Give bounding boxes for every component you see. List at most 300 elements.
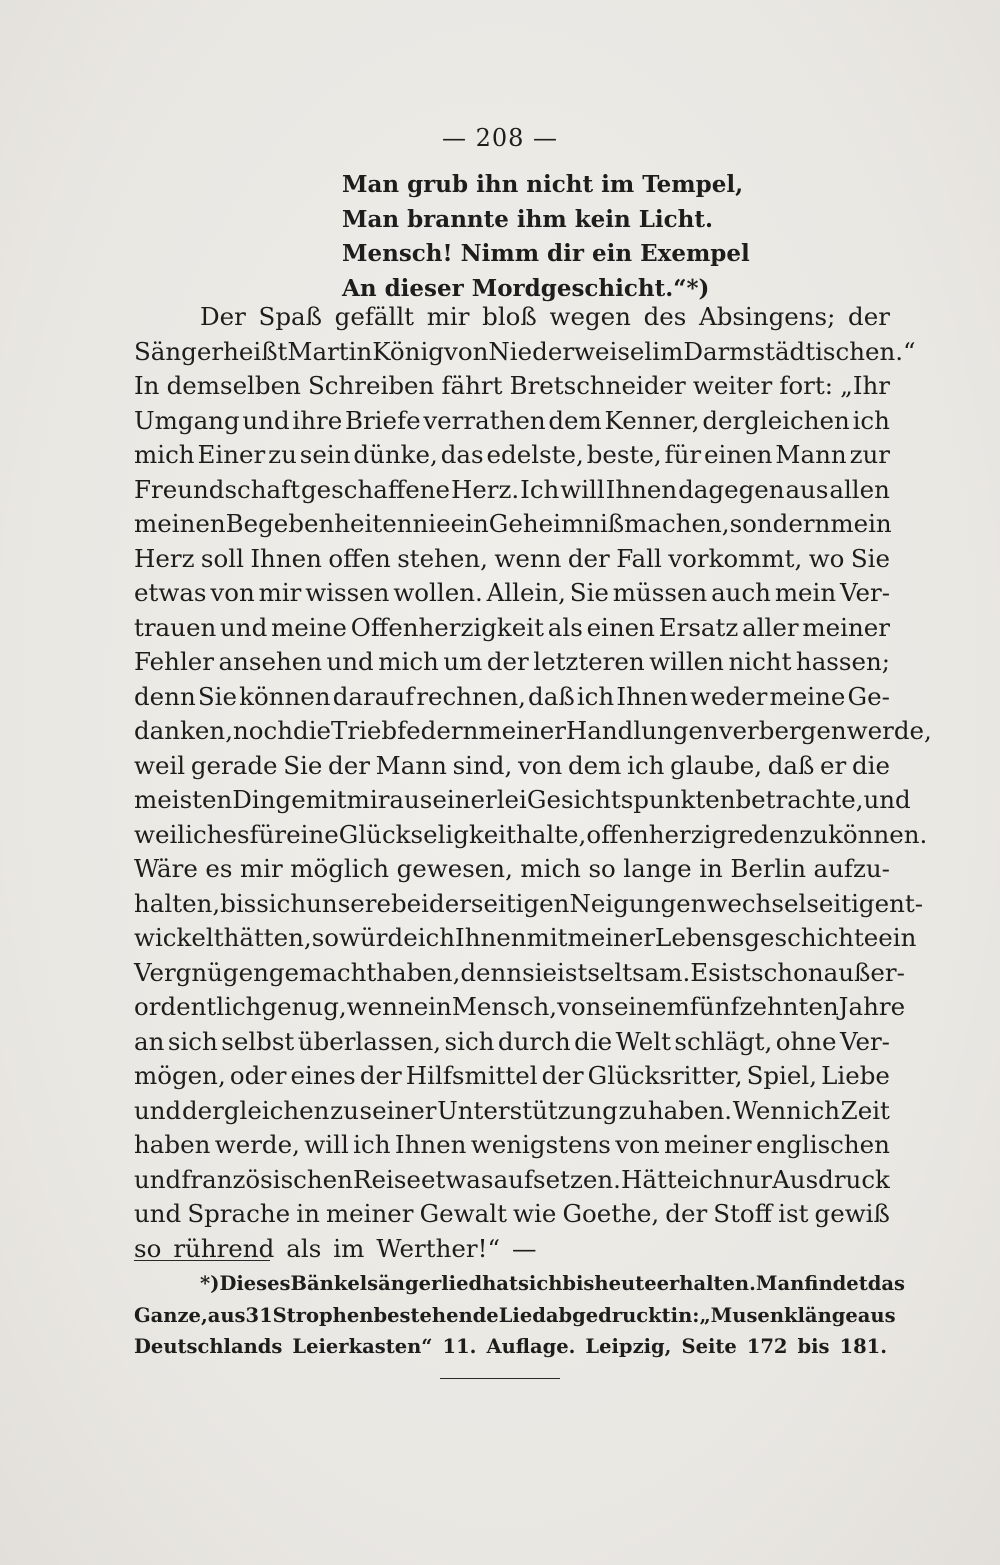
word: wie: [513, 1199, 557, 1228]
text-line: [134, 542, 890, 577]
word: ein: [450, 509, 489, 538]
verse-line: Man brannte ihm kein Licht.: [342, 205, 714, 233]
word: Leierkasten“: [292, 1335, 433, 1358]
word: hassen;: [795, 647, 890, 676]
word: meiner: [567, 923, 656, 952]
word: will: [560, 474, 605, 504]
word: geschaffene: [300, 474, 451, 504]
word: sich: [517, 1272, 563, 1295]
word: in: [699, 854, 723, 883]
word: In: [134, 371, 160, 400]
word: ich: [353, 1130, 391, 1159]
word: ent-: [874, 888, 924, 918]
word: Welt: [615, 1026, 671, 1056]
word: 31: [245, 1303, 273, 1327]
word: und: [863, 785, 911, 814]
word: aus: [389, 785, 433, 814]
word: wenn: [346, 992, 414, 1021]
word: Der: [200, 302, 246, 331]
word: ein: [413, 992, 452, 1021]
word: und: [134, 1199, 182, 1228]
word: zur: [849, 440, 890, 469]
word: willen: [649, 647, 724, 676]
word: das: [867, 1272, 905, 1295]
word: ich: [417, 923, 456, 952]
word: mein: [830, 509, 892, 538]
word: Darmstädtischen.“: [683, 336, 916, 366]
word: 11.: [442, 1335, 477, 1358]
text-line: [134, 507, 890, 542]
word: ist: [720, 957, 751, 987]
text-line: [134, 404, 890, 439]
word: müssen: [612, 578, 708, 607]
word: Fall: [616, 543, 662, 573]
word: werde,: [846, 716, 932, 745]
word: haben.: [647, 1095, 733, 1125]
word: Seite: [681, 1335, 737, 1358]
word: Goethe,: [562, 1199, 660, 1228]
word: aufzu-: [813, 854, 890, 883]
word: die: [293, 716, 332, 745]
word: gefällt: [334, 302, 415, 331]
word: Leipzig,: [585, 1335, 672, 1358]
word: mit: [526, 923, 568, 952]
word: meiner: [325, 1199, 414, 1228]
word: Niederweisel: [488, 336, 653, 366]
word: von: [615, 1130, 660, 1159]
word: rechnen,: [416, 681, 526, 711]
word: lange: [623, 854, 692, 883]
word: mögen,: [134, 1061, 226, 1090]
word: sich: [167, 1026, 218, 1056]
word: gewesen,: [396, 854, 513, 883]
word: für: [249, 819, 287, 849]
word: sind,: [452, 750, 513, 780]
word: Sie: [569, 578, 609, 607]
word: zu: [618, 1095, 648, 1125]
word: weil: [134, 819, 186, 849]
word: Begebenheiten: [225, 509, 413, 538]
word: Sprache: [187, 1199, 291, 1228]
word: Liebe: [821, 1061, 890, 1090]
word: weiter: [692, 371, 773, 400]
word: dem: [568, 750, 622, 780]
word: es: [222, 819, 250, 849]
word: nicht: [728, 647, 792, 676]
word: Herz.: [450, 474, 520, 504]
word: zu: [799, 819, 829, 849]
word: wechselseitig: [706, 888, 875, 918]
word: und: [242, 405, 290, 435]
word: von: [443, 336, 489, 366]
text-line: [134, 990, 906, 1025]
word: für: [664, 440, 702, 469]
word: schlägt,: [674, 1026, 773, 1056]
word: ich: [627, 750, 665, 780]
word: die: [574, 1026, 613, 1056]
word: aufsetzen.: [493, 1164, 621, 1194]
word: und: [220, 612, 268, 642]
word: Martin: [287, 336, 373, 366]
word: *): [200, 1272, 220, 1295]
word: Ihnen: [605, 474, 678, 504]
text-line: [134, 1025, 890, 1060]
word: Offenherzigkeit: [350, 612, 544, 642]
text-line: [134, 300, 890, 335]
word: Freundschaft: [134, 474, 301, 504]
word: und: [326, 647, 374, 676]
word: als: [547, 612, 583, 642]
word: meinen: [134, 509, 226, 538]
word: von: [557, 992, 602, 1021]
word: Sie: [197, 681, 238, 711]
page-number: — 208 —: [441, 124, 559, 152]
word: Handlungen: [565, 716, 719, 745]
word: verbergen: [718, 716, 847, 745]
word: Strophen: [272, 1303, 374, 1327]
word: bis: [562, 1272, 595, 1295]
word: Gewalt: [419, 1199, 507, 1228]
footnote: [134, 1268, 905, 1363]
word: Lied: [498, 1303, 546, 1327]
word: mich: [378, 647, 439, 676]
word: dergleichen: [702, 405, 850, 435]
text-line: [134, 749, 890, 784]
word: auch: [711, 578, 771, 607]
text-line: [134, 852, 890, 887]
word: Dieses: [219, 1272, 291, 1295]
text-line: [134, 611, 890, 646]
word: Stoff: [713, 1199, 773, 1228]
word: machen,: [624, 509, 730, 538]
word: Wenn: [732, 1095, 802, 1125]
word: Zeit: [840, 1095, 890, 1125]
text-line: [134, 1163, 890, 1198]
word: verrathen: [423, 405, 546, 435]
word: um: [443, 647, 483, 676]
word: fünfzehnten: [689, 992, 839, 1021]
word: rührend: [173, 1233, 275, 1263]
word: überlassen,: [297, 1026, 442, 1056]
word: Geheimniß: [488, 509, 625, 538]
word: weder: [689, 681, 768, 711]
word: des: [643, 302, 687, 331]
word: der: [848, 302, 890, 331]
word: allen: [829, 474, 890, 504]
text-line: [134, 576, 890, 611]
word: findet: [804, 1272, 868, 1295]
word: Sänger: [134, 336, 224, 366]
word: nur: [728, 1164, 773, 1194]
word: durch: [497, 1026, 571, 1056]
word: können.: [828, 819, 928, 849]
word: der: [328, 750, 370, 780]
word: sein: [299, 440, 351, 469]
word: und: [134, 1164, 182, 1194]
word: würde: [339, 923, 418, 952]
word: Ver-: [840, 578, 890, 607]
word: Briefe: [344, 405, 421, 435]
word: Hätte: [621, 1164, 692, 1194]
word: im: [333, 1233, 365, 1263]
word: Herz: [134, 543, 195, 573]
word: heute: [594, 1272, 657, 1295]
verse-line: An dieser Mordgeschicht.“*): [342, 274, 710, 302]
word: darauf: [332, 681, 415, 711]
word: demselben: [166, 371, 301, 400]
word: mir: [239, 854, 283, 883]
word: daß: [767, 750, 815, 780]
word: ansehen: [218, 647, 322, 676]
verse-line: Man grub ihn nicht im Tempel,: [342, 171, 744, 198]
text-line: [134, 645, 890, 680]
word: Ge-: [847, 681, 890, 711]
word: Wäre: [134, 854, 198, 883]
word: Es: [690, 957, 721, 987]
word: mir: [346, 785, 390, 814]
text-line: [134, 714, 932, 749]
text-line: [134, 1300, 896, 1332]
word: meine: [769, 681, 846, 711]
word: mein: [774, 578, 837, 607]
text-line: [134, 438, 890, 473]
word: glaube,: [670, 750, 763, 780]
text-line: [134, 956, 905, 991]
body-paragraph: [134, 300, 932, 1266]
word: will: [304, 1130, 349, 1159]
word: ich: [802, 1095, 840, 1125]
word: offenherzig: [586, 819, 728, 849]
word: ein: [878, 923, 917, 952]
word: einen: [586, 612, 655, 642]
word: offen: [328, 543, 391, 573]
verse-line: Mensch! Nimm dir ein Exempel: [342, 240, 750, 267]
word: der: [567, 543, 610, 573]
word: Berlin: [730, 854, 806, 883]
word: als: [286, 1233, 322, 1263]
word: die: [851, 750, 890, 780]
word: meiner: [478, 716, 566, 745]
word: er: [820, 750, 847, 780]
word: wollen.: [393, 578, 483, 607]
word: mir: [258, 578, 302, 607]
word: Ihnen: [250, 543, 322, 573]
word: fort:: [779, 371, 833, 400]
word: haben,: [376, 957, 461, 987]
word: sondern: [729, 509, 831, 538]
word: mich: [520, 854, 581, 883]
text-line: [134, 1094, 890, 1129]
word: Sie: [850, 543, 890, 573]
word: noch: [232, 716, 294, 745]
word: sie: [522, 957, 558, 987]
word: Fehler: [134, 647, 214, 676]
word: Ausdruck: [772, 1164, 890, 1194]
word: wegen: [549, 302, 631, 331]
word: hat: [482, 1272, 518, 1295]
word: dem: [548, 405, 602, 435]
word: Absingens;: [699, 302, 836, 331]
text-line: [134, 1268, 905, 1300]
word: Sie: [283, 750, 323, 780]
word: außer-: [823, 957, 905, 987]
word: Einer: [197, 440, 266, 469]
word: so: [311, 923, 340, 952]
word: zu: [330, 1095, 359, 1125]
word: ohne: [775, 1026, 837, 1056]
word: haben: [134, 1130, 211, 1159]
word: aus: [857, 1303, 896, 1327]
text-line: [134, 1128, 890, 1163]
word: Auflage.: [486, 1335, 576, 1358]
word: Mann: [375, 750, 447, 780]
word: reden: [727, 819, 800, 849]
word: wenn: [494, 543, 562, 573]
word: französischen: [181, 1164, 353, 1194]
word: Neigungen: [569, 888, 707, 918]
verse-block: [342, 168, 762, 306]
word: betrachte,: [735, 785, 864, 814]
word: sich: [444, 1026, 495, 1056]
word: erhalten.: [656, 1272, 756, 1295]
word: ich: [185, 819, 223, 849]
word: 181.: [839, 1335, 888, 1358]
word: Kenner,: [604, 405, 700, 435]
word: danken,: [134, 716, 233, 745]
word: beiderseitigen: [391, 888, 570, 918]
footnote-separator: [134, 1260, 270, 1261]
word: in:: [670, 1303, 700, 1327]
footnote-end-rule: [440, 1378, 560, 1379]
word: letzteren: [533, 647, 645, 676]
word: hätten,: [223, 923, 312, 952]
word: der: [665, 1199, 708, 1228]
word: Allein,: [486, 578, 566, 607]
word: Mann: [775, 440, 847, 469]
word: wo: [808, 543, 845, 573]
word: Schreiben: [308, 371, 435, 400]
word: gemacht: [268, 957, 377, 987]
word: gewiß: [814, 1199, 890, 1228]
word: wickelt: [134, 923, 224, 952]
word: Umgang: [134, 405, 240, 435]
word: schon: [751, 957, 824, 987]
word: der: [359, 1061, 402, 1090]
word: nie: [412, 509, 451, 538]
word: 172: [746, 1335, 788, 1358]
word: so: [588, 854, 616, 883]
word: Mensch,: [451, 992, 558, 1021]
word: meiner: [664, 1130, 752, 1159]
word: Hilfsmittel: [405, 1061, 538, 1090]
word: fährt: [441, 371, 503, 400]
word: Ver-: [840, 1026, 890, 1056]
word: selbst: [221, 1026, 295, 1056]
word: trauen: [134, 612, 217, 642]
word: so: [134, 1233, 162, 1263]
word: ich: [852, 405, 890, 435]
word: eine: [286, 819, 339, 849]
word: halte,: [515, 819, 587, 849]
text-line: [134, 473, 890, 508]
word: der: [486, 647, 529, 676]
word: eines: [290, 1061, 356, 1090]
word: im: [652, 336, 684, 366]
word: das: [440, 440, 484, 469]
word: ich: [576, 681, 615, 711]
text-line: [134, 335, 916, 370]
word: möglich: [290, 854, 390, 883]
word: aus: [785, 474, 829, 504]
text-line: [134, 1059, 890, 1094]
word: meisten: [134, 785, 233, 814]
word: sich: [256, 888, 307, 918]
word: wissen: [305, 578, 390, 607]
word: es: [205, 854, 233, 883]
word: abgedruckt: [545, 1303, 671, 1327]
word: Unterstützung: [437, 1095, 618, 1125]
word: Ihnen: [394, 1130, 467, 1159]
word: bloß: [482, 302, 537, 331]
text-line: [134, 369, 890, 404]
word: genug,: [261, 992, 347, 1021]
word: bestehende: [373, 1303, 499, 1327]
word: werde,: [214, 1130, 300, 1159]
word: Ihnen: [616, 681, 688, 711]
word: Gesichtspunkten: [526, 785, 736, 814]
word: Werther!“: [376, 1233, 500, 1263]
word: daß: [528, 681, 575, 711]
word: —: [511, 1233, 537, 1263]
text-line: [134, 818, 928, 853]
word: unsere: [306, 888, 391, 918]
word: der: [541, 1061, 584, 1090]
word: edelste,: [486, 440, 584, 469]
word: heißt: [223, 336, 288, 366]
word: weil: [134, 750, 186, 780]
word: Bretschneider: [509, 371, 686, 400]
word: König: [372, 336, 444, 366]
word: Glücksritter,: [587, 1061, 743, 1090]
word: etwas: [420, 1164, 494, 1194]
word: Ich: [520, 474, 560, 504]
word: Bänkelsängerlied: [290, 1272, 483, 1295]
word: einerlei: [432, 785, 527, 814]
word: aller: [742, 612, 799, 642]
word: seinem: [601, 992, 690, 1021]
word: dagegen: [678, 474, 785, 504]
word: aus: [207, 1303, 246, 1327]
text-line: [134, 783, 911, 818]
word: ich: [691, 1164, 729, 1194]
word: ordentlich: [134, 992, 262, 1021]
word: in: [296, 1199, 320, 1228]
word: ist: [778, 1199, 809, 1228]
word: denn: [460, 957, 523, 987]
word: einen: [704, 440, 773, 469]
word: englischen: [755, 1130, 890, 1159]
word: halten,: [134, 888, 221, 918]
word: Deutschlands: [134, 1335, 283, 1358]
word: mich: [134, 440, 195, 469]
word: mir: [426, 302, 470, 331]
word: oder: [229, 1061, 287, 1090]
word: an: [134, 1026, 165, 1056]
word: stehen,: [397, 543, 488, 573]
text-line: [134, 1197, 890, 1232]
text-line: [134, 887, 924, 922]
word: Spaß: [258, 302, 322, 331]
